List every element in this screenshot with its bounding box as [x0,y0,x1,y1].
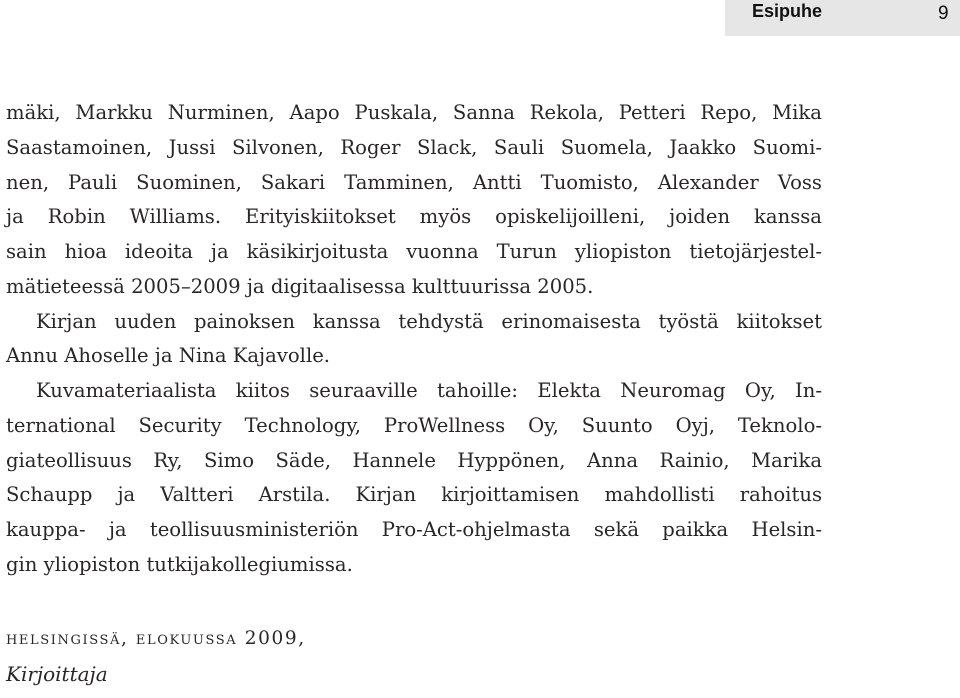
signoff-place-date: helsingissä, elokuussa 2009, [6,628,306,649]
running-header-section-title: Esipuhe [752,1,823,21]
text-line: mäki, Markku Nurminen, Aapo Puskala, Sanna Rekola, Petteri Repo, Mika [6,101,822,124]
text-line: Saastamoinen, Jussi Silvonen, Roger Slack, Sauli Suomela, Jaakko Suomi- [6,135,822,159]
text-line: Kuvamateriaalista kiitos seuraaville tahoille: Elekta Neuromag Oy, In- [36,379,822,402]
text-line: nen, Pauli Suominen, Sakari Tamminen, Antti Tuomisto, Alexander Voss [6,170,822,194]
text-line: ternational Security Technology, ProWellness Oy, Suunto Oyj, Teknolo- [6,413,822,437]
text-line: kauppa- ja teollisuusministeriön Pro-Act-ohjelmasta sekä paikka Helsin- [6,518,822,541]
text-line: Annu Ahoselle ja Nina Kajavolle. [6,344,331,368]
signoff-author: Kirjoittaja [6,662,108,686]
text-line: sain hioa ideoita ja käsikirjoitusta vuonna Turun yliopiston tietojärjestel- [6,240,822,263]
text-line: giateollisuus Ry, Simo Säde, Hannele Hyppönen, Anna Rainio, Marika [6,448,822,472]
text-line: Schaupp ja Valtteri Arstila. Kirjan kirjoittamisen mahdollisti rahoitus [6,483,822,507]
text-line: mätieteessä 2005–2009 ja digitaalisessa kulttuurissa 2005. [6,274,594,298]
text-line: gin yliopiston tutkijakollegiumissa. [6,552,353,576]
text-line: ja Robin Williams. Erityiskiitokset myös opiskelijoilleni, joiden kanssa [6,205,822,229]
page-number: 9 [938,3,949,24]
body-text [6,96,822,583]
text-line: Kirjan uuden painoksen kanssa tehdystä erinomaisesta työstä kiitokset [36,309,822,333]
